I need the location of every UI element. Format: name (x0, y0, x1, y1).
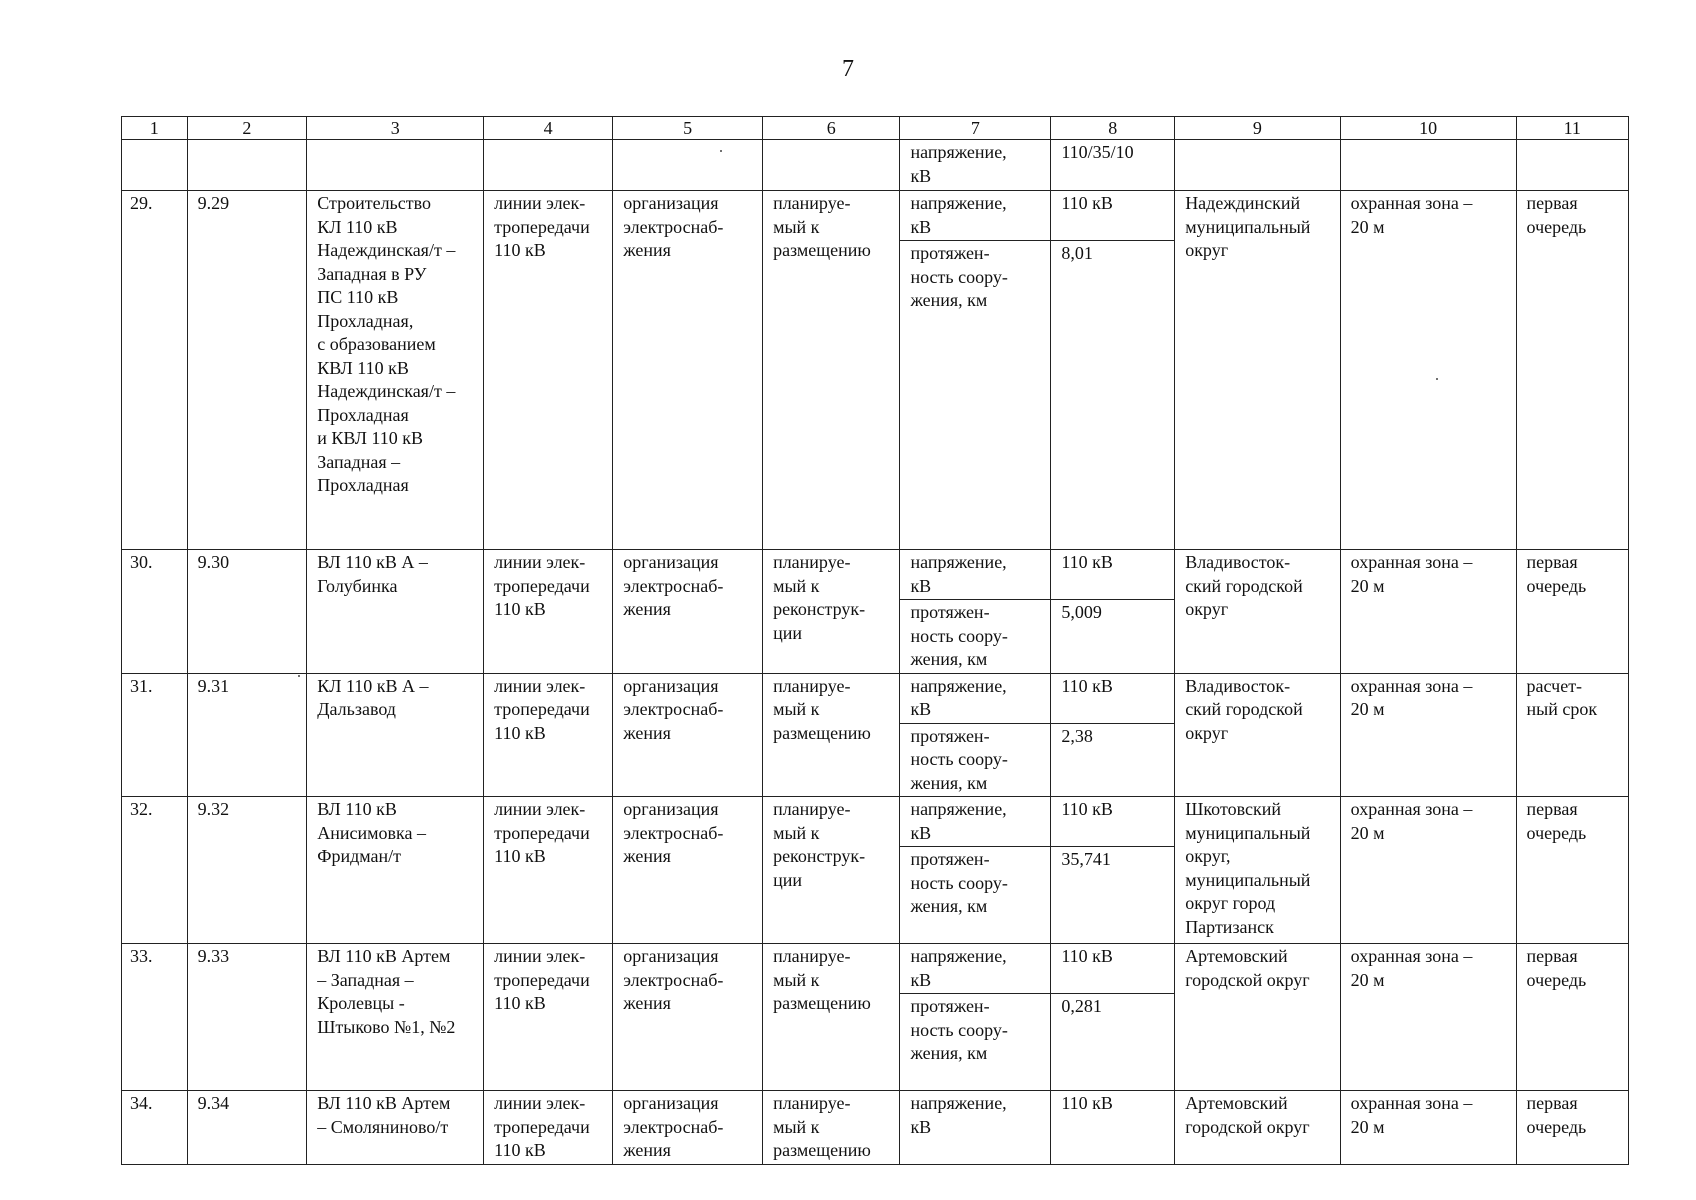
header-row (122, 117, 1629, 140)
object-purpose: организация электроснаб- жения (613, 191, 763, 550)
zone-cell: охранная зона – 20 м (1340, 797, 1516, 944)
scan-speck (298, 675, 300, 677)
registry-table (121, 116, 1629, 1165)
location-cell: Владивосток- ский городской округ (1175, 550, 1340, 674)
value-cell: 110 кВ (1051, 673, 1175, 723)
scan-speck (1436, 378, 1438, 380)
object-status: планируе- мый к реконструк- ции (763, 550, 900, 674)
value-cell: 5,009 (1051, 600, 1175, 674)
value-cell: 110 кВ (1051, 550, 1175, 600)
value-cell: 110 кВ (1051, 191, 1175, 241)
object-name: ВЛ 110 кВ Анисимовка – Фридман/т (307, 797, 484, 944)
page-number: 7 (842, 56, 854, 82)
object-purpose: организация электроснаб- жения (613, 550, 763, 674)
value-cell: 2,38 (1051, 723, 1175, 797)
stage-cell: первая очередь (1516, 797, 1628, 944)
row-number: 29. (122, 191, 188, 550)
param-cell: напряжение, кВ (900, 140, 1051, 191)
param-cell: протяжен- ность соору- жения, км (900, 994, 1051, 1091)
param-cell: напряжение, кВ (900, 673, 1051, 723)
column-header: 2 (187, 117, 307, 140)
table-row (122, 1091, 1629, 1165)
object-status: планируе- мый к размещению (763, 944, 900, 1091)
object-type: линии элек- тропередачи 110 кВ (484, 1091, 613, 1165)
column-header: 4 (484, 117, 613, 140)
location-cell: Надеждинский муниципальный округ (1175, 191, 1340, 550)
stage-cell: первая очередь (1516, 191, 1628, 550)
object-status: планируе- мый к размещению (763, 191, 900, 550)
object-name: Строительство КЛ 110 кВ Надеждинская/т – Западная в РУ ПС 110 кВ Прохладная, с образованием КВЛ 110 кВ Надеждинская/т – Прохладная и КВЛ 110 кВ Западная – Прохладная (307, 191, 484, 550)
location-cell: Артемовский городской округ (1175, 1091, 1340, 1165)
object-type: линии элек- тропередачи 110 кВ (484, 673, 613, 797)
object-name: ВЛ 110 кВ А – Голубинка (307, 550, 484, 674)
location-cell: Шкотовский муниципальный округ, муниципальный округ город Партизанск (1175, 797, 1340, 944)
column-header: 10 (1340, 117, 1516, 140)
column-header: 9 (1175, 117, 1340, 140)
param-cell: протяжен- ность соору- жения, км (900, 723, 1051, 797)
object-purpose: организация электроснаб- жения (613, 944, 763, 1091)
column-header: 8 (1051, 117, 1175, 140)
column-header: 3 (307, 117, 484, 140)
object-name: ВЛ 110 кВ Артем – Западная – Кролевцы - Штыково №1, №2 (307, 944, 484, 1091)
object-status: планируе- мый к реконструк- ции (763, 797, 900, 944)
row-number: 31. (122, 673, 188, 797)
value-cell: 0,281 (1051, 994, 1175, 1091)
zone-cell: охранная зона – 20 м (1340, 550, 1516, 674)
row-code: 9.31 (187, 673, 307, 797)
object-status: планируе- мый к размещению (763, 1091, 900, 1165)
object-purpose: организация электроснаб- жения (613, 1091, 763, 1165)
stage-cell: расчет- ный срок (1516, 673, 1628, 797)
scan-speck (720, 150, 722, 152)
value-cell: 110/35/10 (1051, 140, 1175, 191)
param-cell: протяжен- ность соору- жения, км (900, 241, 1051, 550)
stage-cell: первая очередь (1516, 1091, 1628, 1165)
value-cell: 110 кВ (1051, 797, 1175, 847)
value-cell: 110 кВ (1051, 1091, 1175, 1165)
object-purpose: организация электроснаб- жения (613, 797, 763, 944)
stage-cell: первая очередь (1516, 944, 1628, 1091)
row-code: 9.33 (187, 944, 307, 1091)
param-cell: напряжение, кВ (900, 797, 1051, 847)
row-number: 34. (122, 1091, 188, 1165)
object-name: ВЛ 110 кВ Артем – Смоляниново/т (307, 1091, 484, 1165)
row-number: 30. (122, 550, 188, 674)
table-row (122, 191, 1629, 241)
param-cell: протяжен- ность соору- жения, км (900, 847, 1051, 944)
param-cell: напряжение, кВ (900, 944, 1051, 994)
object-status: планируе- мый к размещению (763, 673, 900, 797)
param-cell: напряжение, кВ (900, 550, 1051, 600)
location-cell: Артемовский городской округ (1175, 944, 1340, 1091)
object-type: линии элек- тропередачи 110 кВ (484, 550, 613, 674)
value-cell: 110 кВ (1051, 944, 1175, 994)
zone-cell: охранная зона – 20 м (1340, 673, 1516, 797)
object-name: КЛ 110 кВ А – Дальзавод (307, 673, 484, 797)
column-header: 5 (613, 117, 763, 140)
object-type: линии элек- тропередачи 110 кВ (484, 944, 613, 1091)
zone-cell: охранная зона – 20 м (1340, 191, 1516, 550)
column-header: 11 (1516, 117, 1628, 140)
param-cell: протяжен- ность соору- жения, км (900, 600, 1051, 674)
row-code: 9.30 (187, 550, 307, 674)
object-purpose: организация электроснаб- жения (613, 673, 763, 797)
value-cell: 8,01 (1051, 241, 1175, 550)
row-code: 9.34 (187, 1091, 307, 1165)
row-code: 9.29 (187, 191, 307, 550)
row-number: 32. (122, 797, 188, 944)
column-header: 1 (122, 117, 188, 140)
location-cell: Владивосток- ский городской округ (1175, 673, 1340, 797)
table-row (122, 944, 1629, 994)
param-cell: напряжение, кВ (900, 1091, 1051, 1165)
row-number: 33. (122, 944, 188, 1091)
zone-cell: охранная зона – 20 м (1340, 1091, 1516, 1165)
row-code: 9.32 (187, 797, 307, 944)
zone-cell: охранная зона – 20 м (1340, 944, 1516, 1091)
column-header: 7 (900, 117, 1051, 140)
param-cell: напряжение, кВ (900, 191, 1051, 241)
continuation-row (122, 140, 1629, 191)
object-type: линии элек- тропередачи 110 кВ (484, 797, 613, 944)
value-cell: 35,741 (1051, 847, 1175, 944)
table-row (122, 797, 1629, 847)
stage-cell: первая очередь (1516, 550, 1628, 674)
column-header: 6 (763, 117, 900, 140)
table-row (122, 673, 1629, 723)
table-row (122, 550, 1629, 600)
object-type: линии элек- тропередачи 110 кВ (484, 191, 613, 550)
